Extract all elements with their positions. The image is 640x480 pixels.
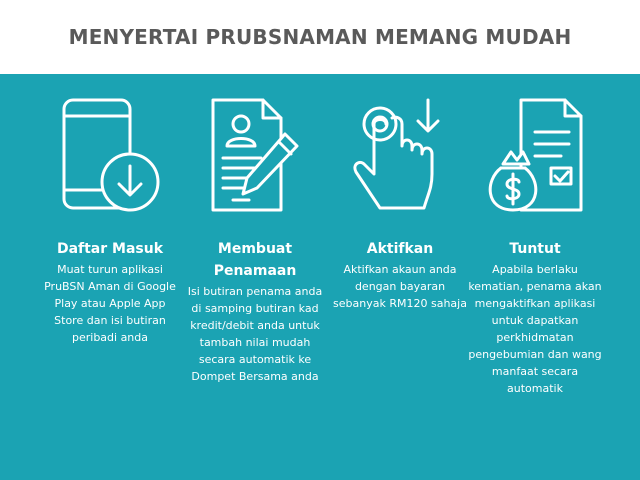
step-title: Tuntut xyxy=(509,241,561,257)
page-title: MENYERTAI PRUBSNAMAN MEMANG MUDAH xyxy=(68,25,572,49)
step-description: Apabila berlaku kematian, penama akan mengaktifkan aplikasi untuk dapatkan perkhidmatan pengebumian dan wang manfaat secara automatik xyxy=(468,263,602,395)
step-description: Isi butiran penama anda di samping butiran kad kredit/debit anda untuk tambah nilai mudah secara automatik ke Dompet Bersama anda xyxy=(187,285,323,383)
step-title: Membuat Penamaan xyxy=(213,241,297,279)
header xyxy=(0,0,640,74)
step-description: Muat turun aplikasi PruBSN Aman di Google Play atau Apple App Store dan isi butiran peribadi anda xyxy=(44,263,176,344)
steps-panel xyxy=(0,74,640,480)
tablet-download-icon xyxy=(56,94,164,218)
step-title: Aktifkan xyxy=(366,241,434,257)
step-description: Aktifkan akaun anda dengan bayaran sebanyak RM120 sahaja xyxy=(333,263,467,310)
step-title: Daftar Masuk xyxy=(56,241,164,257)
hand-tap-icon xyxy=(346,94,454,218)
document-money-bag-icon xyxy=(481,94,589,218)
document-pen-icon xyxy=(201,94,309,218)
